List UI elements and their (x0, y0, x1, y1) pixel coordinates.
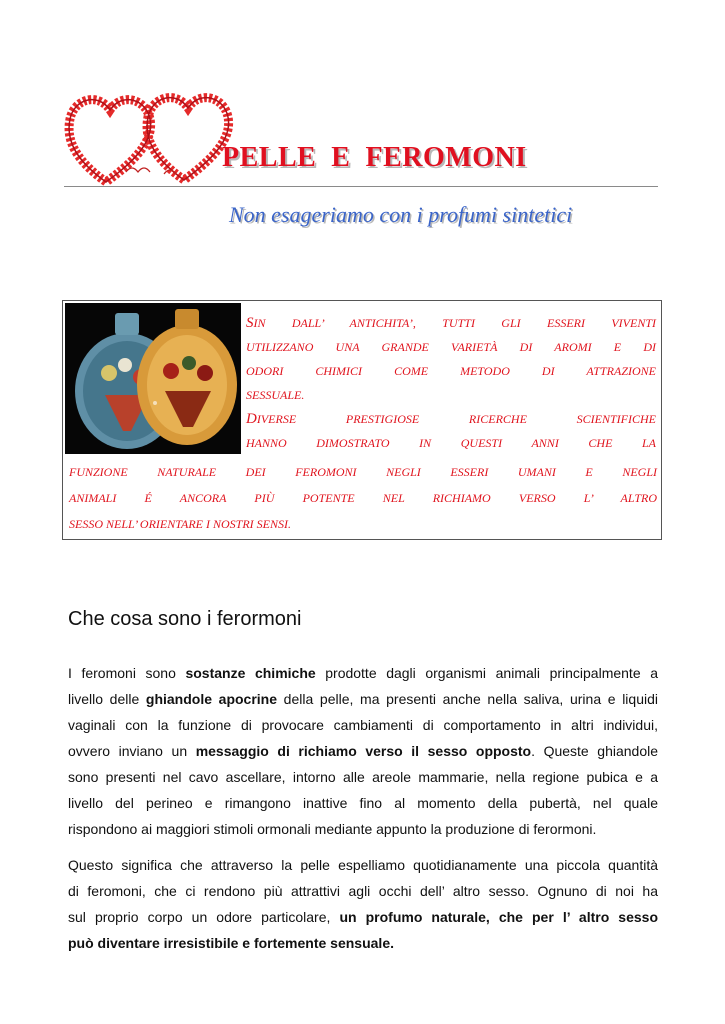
text-run: sono presenti nel cavo ascellare, intorno alle areole mammarie, nella regione pubica e a (68, 769, 658, 785)
text-run: sul proprio corpo un odore particolare, (68, 909, 340, 925)
text-run: vaginali con la funzione di provocare cambiamenti di comportamento in altri individui, (68, 717, 658, 733)
page-title: PELLE E FEROMONI (222, 142, 527, 173)
section-heading: Che cosa sono i ferormoni (68, 608, 302, 630)
paragraph-line (68, 764, 658, 790)
paragraph-line (68, 904, 658, 930)
text-run: della pelle, ma presenti anche nella saliva, urina e liquidi (277, 691, 658, 707)
paragraph-1 (68, 660, 658, 842)
intro-box (62, 300, 662, 540)
paragraph-line (68, 816, 658, 842)
paragraph-line (68, 790, 658, 816)
perfume-bottles-image (65, 303, 241, 454)
text-run: rispondono ai maggiori stimoli ormonali mediante appunto la produzione di ferormoni. (68, 821, 597, 837)
text-run: livello delle (68, 691, 146, 707)
paragraph-line (68, 686, 658, 712)
intro-text-right (246, 311, 656, 455)
paragraph-line (68, 930, 658, 956)
text-run: I feromoni sono (68, 665, 186, 681)
paragraph-line (68, 852, 658, 878)
paragraph-line (68, 878, 658, 904)
hearts-logo (64, 84, 234, 192)
paragraph-line (68, 712, 658, 738)
page-subtitle: Non esageriamo con i profumi sintetici (229, 202, 573, 227)
text-run: di feromoni, che ci rendono più attrattivi agli occhi dell’ altro sesso. Ognuno di noi ha (68, 883, 658, 899)
intro-line: SIN DALL’ ANTICHITA’, TUTTI GLI ESSERI VIVENTI (246, 315, 656, 331)
bold-text: sostanze chimiche (185, 665, 316, 681)
intro-line: SESSO NELL’ ORIENTARE I NOSTRI SENSI. (69, 517, 291, 531)
intro-text-full (69, 459, 657, 537)
text-run: prodotte dagli organismi animali principalmente a (315, 665, 658, 681)
intro-line: DIVERSE PRESTIGIOSE RICERCHE SCIENTIFICHE (246, 411, 656, 427)
intro-line: UTILIZZANO UNA GRANDE VARIETÀ DI AROMI E DI (246, 340, 656, 354)
bold-text: può diventare irresistibile e fortemente sensuale. (68, 935, 394, 951)
bold-text: messaggio di richiamo verso il sesso opposto (195, 743, 532, 759)
text-run: livello del perineo e rimangono inattive fino al momento della pubertà, nel quale (68, 795, 658, 811)
intro-line: ANIMALI É ANCORA PIÙ POTENTE NEL RICHIAMO VERSO L’ ALTRO (69, 491, 657, 505)
intro-line: FUNZIONE NATURALE DEI FEROMONI NEGLI ESSERI UMANI E NEGLI (69, 465, 657, 479)
intro-line: SESSUALE. (246, 388, 305, 402)
text-run: Questo significa che attraverso la pelle espelliamo quotidianamente una piccola quantità (68, 857, 658, 873)
bold-text: ghiandole apocrine (145, 691, 278, 707)
title-divider (64, 186, 658, 187)
paragraph-line (68, 738, 658, 764)
text-run: . Queste ghiandole (531, 743, 659, 759)
intro-line: ODORI CHIMICI COME METODO DI ATTRAZIONE (246, 364, 656, 378)
text-run: ovvero inviano un (68, 743, 196, 759)
paragraph-2 (68, 852, 658, 956)
intro-line: HANNO DIMOSTRATO IN QUESTI ANNI CHE LA (246, 436, 656, 450)
bold-text: un profumo naturale, che per l’ altro sesso (339, 909, 658, 925)
paragraph-line (68, 660, 658, 686)
